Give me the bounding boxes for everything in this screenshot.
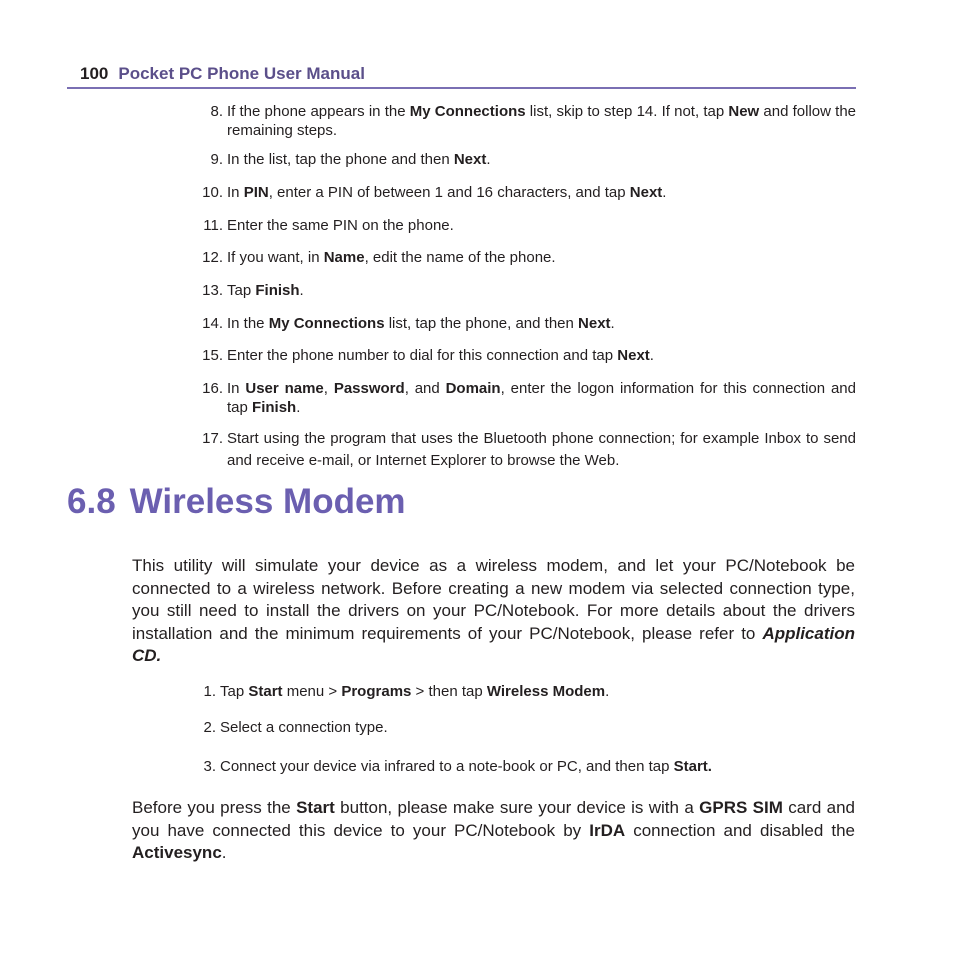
emphasis-text: Next	[617, 347, 650, 364]
section-heading	[67, 482, 406, 522]
emphasis-text: Finish	[252, 399, 297, 416]
emphasis-text: GPRS SIM	[699, 798, 783, 817]
emphasis-text: Finish	[255, 282, 300, 299]
step-text: If you want, in Name, edit the name of the phone.	[227, 249, 556, 266]
step-number: 15.	[202, 347, 223, 364]
emphasis-text: Activesync	[132, 843, 222, 862]
emphasis-text: PIN	[243, 184, 269, 201]
step-number: 13.	[202, 282, 223, 299]
emphasis-text: Next	[578, 315, 611, 332]
emphasis-text: Wireless Modem	[486, 683, 606, 700]
list-item	[196, 281, 856, 300]
step-number: 14.	[202, 315, 223, 332]
step-number: 9.	[210, 151, 223, 168]
emphasis-text: New	[728, 103, 760, 120]
list-item	[196, 346, 856, 365]
step-text: Select a connection type.	[220, 719, 388, 736]
step-text: Enter the same PIN on the phone.	[227, 217, 454, 234]
emphasis-text: Domain	[445, 380, 501, 397]
step-text: In User name, Password, and Domain, enter the logon information for this connection and tap Finish.	[227, 380, 856, 416]
emphasis-text: Next	[629, 184, 663, 201]
emphasis-text: Start	[248, 683, 283, 700]
emphasis-text: Start	[296, 798, 335, 817]
step-number: 3.	[203, 758, 216, 775]
step-text: Start using the program that uses the Bluetooth phone connection; for example Inbox to send and receive e-mail, or Internet Explorer to browse the Web.	[227, 430, 856, 469]
step-number: 2.	[203, 719, 216, 736]
step-text: In the My Connections list, tap the phone, and then Next.	[227, 315, 615, 332]
step-number: 8.	[210, 103, 223, 120]
step-number: 10.	[202, 184, 223, 201]
list-item	[196, 682, 856, 701]
page-header	[67, 64, 856, 89]
list-item	[196, 428, 856, 472]
step-text: Connect your device via infrared to a note-book or PC, and then tap Start.	[220, 758, 712, 775]
list-item	[196, 102, 856, 140]
section-title: Wireless Modem	[129, 482, 406, 521]
step-number: 1.	[203, 683, 216, 700]
page-number: 100	[80, 64, 109, 83]
step-number: 16.	[202, 380, 223, 397]
step-text: If the phone appears in the My Connections list, skip to step 14. If not, tap New and follow the remaining steps.	[227, 103, 857, 139]
list-item	[196, 216, 856, 235]
step-text: Enter the phone number to dial for this connection and tap Next.	[227, 347, 654, 364]
list-item	[196, 150, 856, 169]
list-item	[196, 248, 856, 267]
emphasis-text: Name	[323, 249, 365, 266]
list-item	[196, 757, 856, 776]
emphasis-text: Application CD.	[132, 623, 855, 665]
step-text: In the list, tap the phone and then Next.	[227, 151, 491, 168]
step-number: 12.	[202, 249, 223, 266]
step-number: 11.	[203, 217, 223, 234]
section-number: 6.8	[67, 482, 116, 521]
emphasis-text: Next	[453, 151, 487, 168]
closing-paragraph: Before you press the Start button, please make sure your device is with a GPRS SIM card and you have connected this device to your PC/Notebook by IrDA connection and disabled the Activesync.	[132, 798, 856, 862]
manual-title: Pocket PC Phone User Manual	[118, 64, 365, 83]
step-number: 17.	[202, 430, 223, 447]
intro-paragraph: This utility will simulate your device as a wireless modem, and let your PC/Notebook be connected to a wireless network. Before creating a new modem via selected connection type, you still need to install the drivers on your PC/Notebook. For more details about the drivers installation and the minimum requirements of your PC/Notebook, please refer to Application CD.	[132, 556, 855, 665]
list-item	[196, 718, 856, 737]
emphasis-text: Password	[333, 380, 405, 397]
emphasis-text: My Connections	[268, 315, 385, 332]
list-item	[196, 379, 856, 417]
step-text: In PIN, enter a PIN of between 1 and 16 characters, and tap Next.	[227, 184, 667, 201]
list-item	[196, 183, 856, 202]
emphasis-text: User name	[245, 380, 324, 397]
emphasis-text: My Connections	[409, 103, 526, 120]
emphasis-text: Programs	[341, 683, 412, 700]
emphasis-text: IrDA	[589, 820, 626, 840]
step-text: Tap Finish.	[227, 282, 304, 299]
list-item	[196, 314, 856, 333]
emphasis-text: Start.	[673, 758, 712, 775]
step-text: Tap Start menu > Programs > then tap Wireless Modem.	[220, 683, 610, 700]
